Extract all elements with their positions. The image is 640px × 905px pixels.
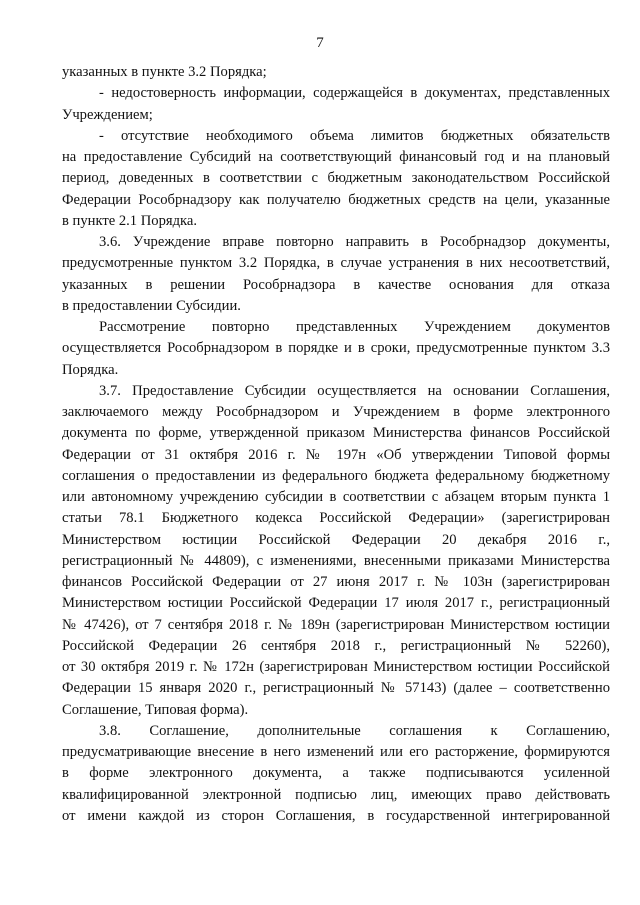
text-line: № 47426), от 7 сентября 2018 г. № 189н (зарегистрирован Министерством юстиции [62,616,610,633]
text-line: предусмотренные пунктом 3.2 Порядка, в случае устранения в них несоответствий, [62,255,610,272]
text-line: Порядка. [62,361,119,378]
text-line: в пункте 2.1 Порядка. [62,212,198,229]
text-line: на предоставление Субсидий на соответствующий финансовый год и на плановый [62,149,610,165]
text-line: или автономному учреждению субсидии в соответствии с абзацем вторым пункта 1 [62,489,610,505]
text-line: 3.6. Учреждение вправе повторно направить в Рособрнадзор документы, [99,234,610,250]
text-line: Рассмотрение повторно представленных Учреждением документов [99,319,610,335]
text-line: статьи 78.1 Бюджетного кодекса Российской Федерации» (зарегистрирован [62,510,610,527]
text-line: Федерации 15 января 2020 г., регистрационный № 57143) (далее – соответственно [62,680,610,697]
text-line: финансов Российской Федерации от 27 июня 2017 г. № 103н (зарегистрирован [62,574,610,590]
text-line: Федерации Рособрнадзору как получателю бюджетных средств на цели, указанные [62,191,610,208]
text-line: Учреждением; [62,106,153,123]
text-line: регистрационный № 44809), с изменениями, внесенными приказами Министерства [62,552,610,569]
text-line: указанных в решении Рособрнадзора в качестве основания для отказа [62,276,610,293]
text-line: от 30 октября 2019 г. № 172н (зарегистрирован Министерством юстиции Российской [62,659,610,675]
text-line: от имени каждой из сторон Соглашения, в государственной интегрированной [62,807,610,824]
text-line: документа по форме, утвержденной приказом Министерства финансов Российской [62,425,610,442]
text-line: период, доведенных в соответствии с бюджетным законодательством Российской [62,170,610,187]
text-line: заключаемого между Рособрнадзором и Учреждением в форме электронного [62,404,610,420]
text-line: предусматривающие внесение в него изменений или его расторжение, формируются [62,744,610,760]
text-line: 3.8. Соглашение, дополнительные соглашения к Соглашению, [99,722,610,739]
text-line: в форме электронного документа, а также подписываются усиленной [62,765,610,782]
text-line: в предоставлении Субсидии. [62,297,241,314]
text-line: осуществляется Рособрнадзором в порядке и в сроки, предусмотренные пунктом 3.3 [62,340,610,357]
text-line: соглашения о предоставлении из федерального бюджета федеральному бюджетному [62,467,610,484]
page-number: 7 [316,35,324,51]
document-body [62,62,610,827]
text-line: указанных в пункте 3.2 Порядка; [62,64,267,80]
text-line: 3.7. Предоставление Субсидии осуществляется на основании Соглашения, [99,382,610,399]
text-line: - отсутствие необходимого объема лимитов бюджетных обязательств [99,127,610,144]
text-line: Министерством юстиции Российской Федерации 20 декабря 2016 г., [62,531,610,548]
text-line: - недостоверность информации, содержащейся в документах, представленных [99,85,610,102]
text-line: Министерством юстиции Российской Федерации 17 июля 2017 г., регистрационный [62,595,610,612]
text-line: Соглашение, Типовая форма). [62,701,249,718]
text-line: Федерации от 31 октября 2016 г. № 197н «Об утверждении Типовой формы [62,446,610,463]
text-line: квалифицированной электронной подписью лиц, имеющих право действовать [62,786,610,803]
text-line: Российской Федерации 26 сентября 2018 г., регистрационный № 52260), [62,637,610,654]
